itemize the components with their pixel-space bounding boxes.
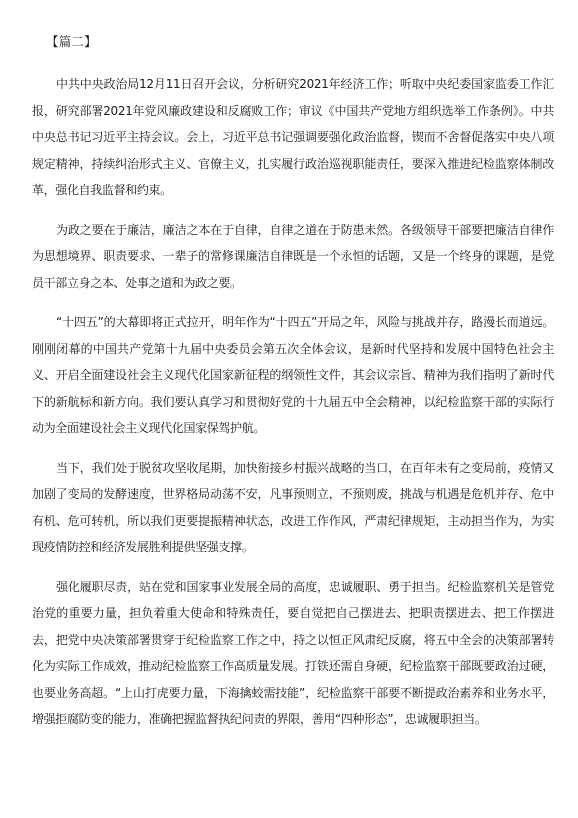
paragraph-3: “十四五”的大幕即将正式拉开，明年作为“十四五”开局之年，风险与挑战并存，路漫长而道远。刚刚闭幕的中国共产党第十九届中央委员会第五次全体会议，是新时代坚持和发展中国特色社会主义、开启全面建设社会主义现代化国家新征程的纲领性文件，其会议宗旨、精神为我们指明了新时代下的新航标和新方向。我们要认真学习和贯彻好党的十九届五中全会精神，以纪检监察干部的实际行动为全面建设社会主义现代化国家保驾护航。 — [32, 315, 554, 435]
section-heading: 【篇二】 — [46, 34, 97, 49]
paragraph-1: 中共中央政治局12月11日召开会议，分析研究2021年经济工作；听取中央纪委国家监委工作汇报，研究部署2021年党风廉政建设和反腐败工作；审议《中国共产党地方组织选举工作条例》。中共中央总书记习近平主持会议。会上，习近平总书记强调要强化政治监督，锲而不舍督促落实中央八项规定精神，持续纠治形式主义、官僚主义，扎实履行政治巡视职能责任，要深入推进纪检监察体制改革，强化自我监督和约束。 — [32, 77, 554, 197]
paragraph-5: 强化履职尽责，站在党和国家事业发展全局的高度，忠诚履职、勇于担当。纪检监察机关是管党治党的重要力量，担负着重大使命和特殊责任，要自觉把自己摆进去、把职责摆进去、把工作摆进去，把党中央决策部署贯穿于纪检监察工作之中，持之以恒正风肃纪反腐，将五中全会的决策部署转化为实际工作成效，推动纪检监察工作高质量发展。打铁还需自身硬，纪检监察干部既要政治过硬，也要业务高超。“上山打虎要力量，下海擒蛟需技能”，纪检监察干部要不断提政治素养和业务水平，增强拒腐防变的能力，准确把握监督执纪问责的界限，善用“四种形态”，忠诚履职担当。 — [32, 579, 554, 726]
document-page — [32, 32, 554, 746]
paragraph-4: 当下，我们处于脱贫攻坚收尾期，加快衔接乡村振兴战略的当口，在百年未有之变局前，疫情又加剧了变局的发酵速度，世界格局动荡不安，凡事预则立，不预则废，挑战与机遇是危机并存、危中有机、危可转机，所以我们更要提振精神状态，改进工作作风，严肃纪律规矩，主动担当作为，为实现疫情防控和经济发展胜利提供坚强支撑。 — [32, 460, 554, 554]
paragraph-2: 为政之要在于廉洁，廉洁之本在于自律，自律之道在于防患未然。各级领导干部要把廉洁自律作为思想境界、职责要求、一辈子的常修课廉洁自律既是一个永恒的话题，又是一个终身的课题，是党员干部立身之本、处事之道和为政之要。 — [32, 222, 554, 290]
